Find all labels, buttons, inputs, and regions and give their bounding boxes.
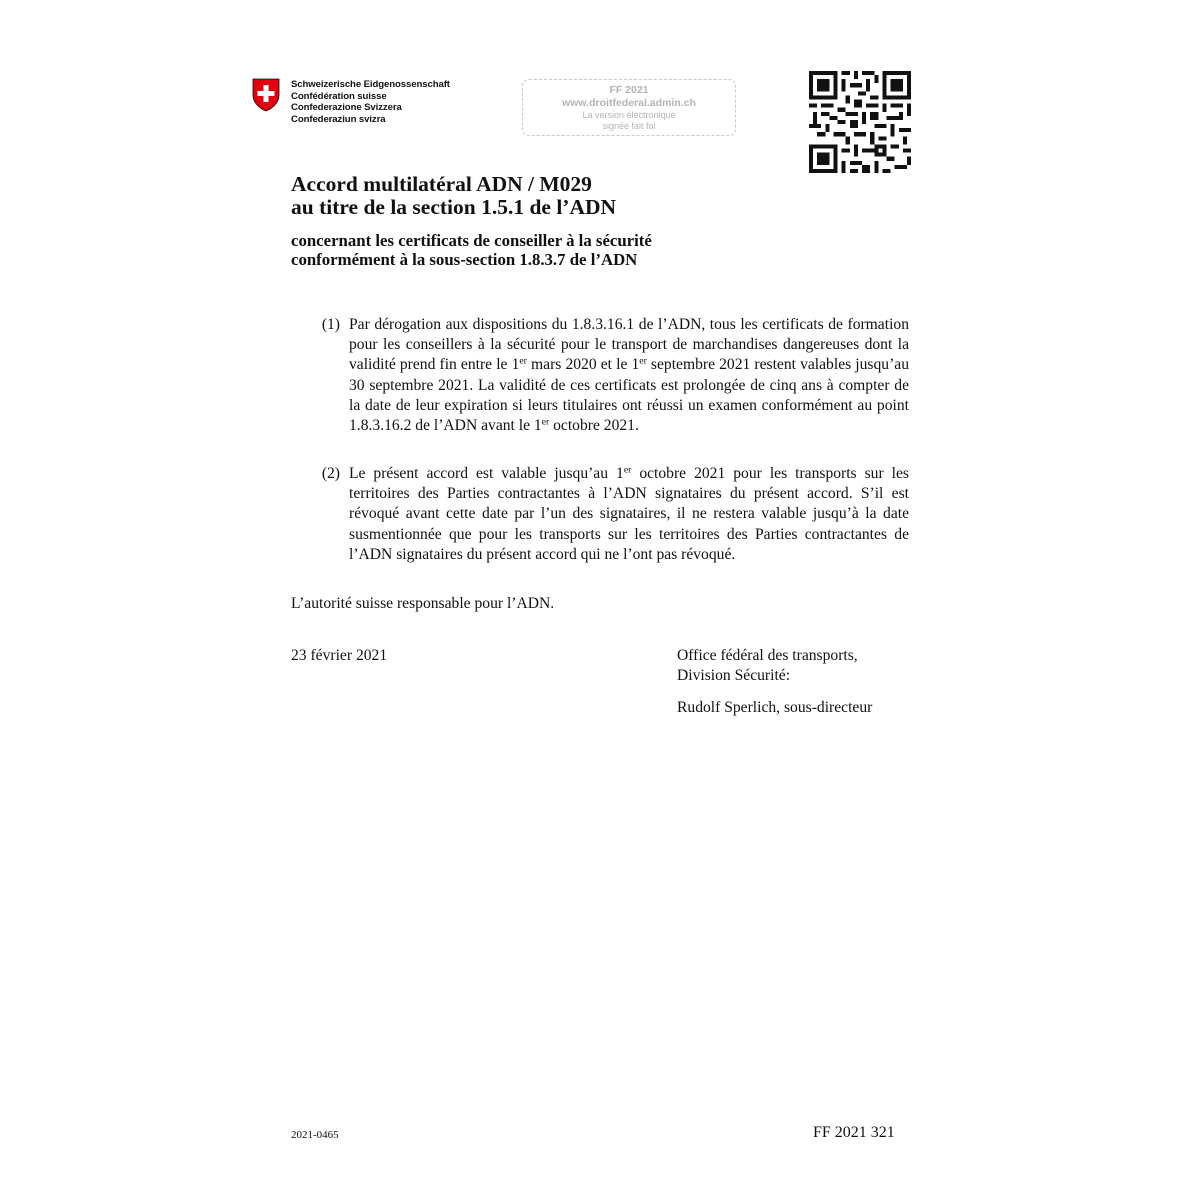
paragraph-1	[306, 315, 909, 436]
document-title	[291, 173, 616, 219]
paragraph-2	[306, 464, 909, 565]
title-line-1: Accord multilatéral ADN / M029	[291, 172, 592, 196]
superscript: er	[639, 356, 647, 368]
electronic-version-stamp	[522, 79, 736, 136]
stamp-ff-number: FF 2021	[609, 84, 649, 96]
document-date: 23 février 2021	[291, 647, 388, 664]
document-subtitle	[291, 231, 652, 269]
responsible-authority: L’autorité suisse responsable pour l’ADN.	[291, 595, 555, 612]
confederation-name-rm: Confederaziun svizra	[291, 113, 386, 125]
title-line-2: au titre de la section 1.5.1 de l’ADN	[291, 195, 617, 219]
text-run: Le présent accord est valable jusqu’au 1	[349, 465, 624, 482]
stamp-note-2: signée fait foi	[602, 121, 656, 131]
office-line-1: Office fédéral des transports,	[677, 647, 858, 664]
superscript: er	[623, 464, 632, 476]
text-run: mars 2020 et le 1	[526, 356, 640, 374]
text-run: octobre 2021.	[549, 417, 639, 435]
confederation-names	[291, 79, 450, 125]
stamp-website: www.droitfederal.admin.ch	[562, 97, 696, 109]
office-line-2: Division Sécurité:	[677, 667, 791, 685]
swiss-shield-icon	[251, 78, 281, 112]
paragraph-number: (2)	[321, 465, 340, 482]
confederation-name-it: Confederazione Svizzera	[291, 102, 402, 114]
issuing-office	[677, 646, 858, 686]
paragraph-number: (1)	[321, 316, 340, 333]
page-reference: FF 2021 321	[813, 1124, 895, 1141]
superscript: er	[541, 416, 550, 428]
confederation-name-fr: Confédération suisse	[291, 90, 387, 102]
document-reference: 2021-0465	[291, 1129, 339, 1141]
text-run: septembre 2021 restent valables jusqu’au 30 septembre 2021. La validité de ces certificats est prolongée de cinq ans à compter de la date de leur expiration si leurs titulaires ont réussi un examen conformément au point 1.8.3.16.2 de l’ADN avant le 1	[349, 356, 909, 435]
confederation-name-de: Schweizerische Eidgenossenschaft	[291, 79, 450, 90]
text-run: octobre 2021 pour les transports sur les territoires des Parties contractantes à l’ADN signataires du présent accord. S’il est révoqué avant cette date par l’un des signataires, il ne restera valable jusqu’à la date susmentionnée que pour les transports sur les territoires des Parties contractantes de l’ADN signataires du présent accord qui ne l’ont pas révoqué.	[349, 465, 909, 563]
stamp-note-1: La version électronique	[582, 110, 676, 120]
qr-code-icon	[809, 71, 911, 173]
paragraph-text	[349, 315, 909, 436]
subtitle-line-1: concernant les certificats de conseiller à la sécurité	[291, 231, 652, 250]
confederation-logo	[251, 78, 450, 125]
superscript: er	[519, 356, 527, 368]
signatory: Rudolf Sperlich, sous-directeur	[677, 699, 873, 716]
subtitle-line-2: conformément à la sous-section 1.8.3.7 de l’ADN	[291, 250, 638, 269]
paragraph-text	[349, 464, 909, 565]
text-run: Par dérogation aux dispositions du 1.8.3.16.1 de l’ADN, tous les certificats de formation pour les conseillers à la sécurité pour le transport de marchandises dangereuses dont la validité prend fin entre le 1	[349, 316, 909, 374]
